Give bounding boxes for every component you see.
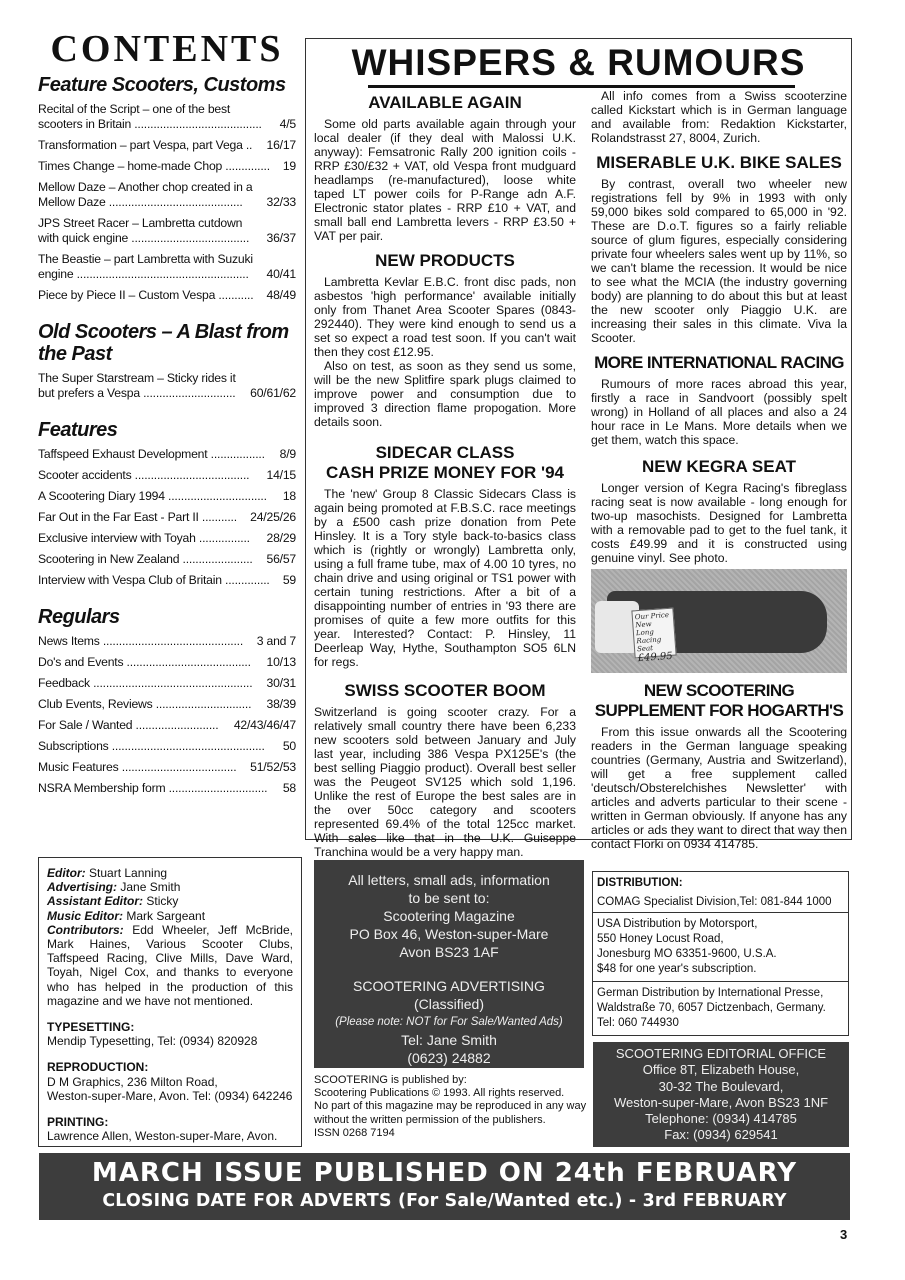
german-line: Waldstraße 70, 6057 Dictzenbach, Germany. — [597, 1002, 826, 1014]
toc-entry[interactable] — [38, 676, 296, 691]
advertising-contact: Tel: Jane Smith — [401, 1032, 497, 1048]
distribution-box — [592, 871, 849, 1036]
section-heading: Feature Scooters, Customs — [38, 74, 286, 96]
toc-entry-page: 58 — [282, 781, 296, 795]
article-body: All info comes from a Swiss scooterzine called Kickstart which is in German language and available from: Redaktion Kickstarter, Rolandstrasst 27, 8004, Zurich. — [591, 89, 847, 145]
title-underline — [368, 85, 795, 88]
toc-entry-page: 28/29 — [266, 531, 296, 545]
price-tag-line: Seat — [636, 644, 654, 654]
toc-entry-title: Transformation – part Vespa, part Vega .. — [38, 138, 253, 152]
credit-name: Sticky — [146, 894, 179, 909]
article-body: By contrast, overall two wheeler new registrations fell by 9% in 1993 with only 59,000 bikes sold compared to 65,000 in '92. These are D.o.T. figures so a fairly reliable source of glum figures, especially considering private four wheelers sales went up by 11%, so we can't blame the recession. It would be nice to see what the MCIA (the industry governing body) are planning to do about this but at least the new scooter only Piaggio U.K. are increasing their sales in this climate. Viva la Scooter. — [591, 177, 847, 345]
toc-entry-title: Recital of the Script – one of the best scooters in Britain ........................................ — [38, 102, 262, 131]
toc-entry-page: 4/5 — [279, 117, 296, 131]
letters-line: Scootering Magazine — [383, 908, 515, 924]
toc-entry-title: For Sale / Wanted .......................... — [38, 718, 219, 732]
toc-entry-page: 30/31 — [266, 676, 296, 690]
banner-issue-date: MARCH ISSUE PUBLISHED ON 24th FEBRUARY — [91, 1158, 798, 1188]
article-body: From this issue onwards all the Scootering readers in the German language speaking countries (Germany, Austria and Switzerland), will get a free supplement called 'deutsch/Obsterelchishes Newsletter' with articles and adverts particular to their scene - written in German obviously. If anyone has any articles or ads they want to direct that way then contact Florki on 0934 414785. — [591, 725, 847, 851]
credit-line — [47, 894, 293, 908]
toc-entry-title: News Items ............................................ — [38, 634, 244, 648]
publisher-line: SCOOTERING is published by: — [314, 1074, 467, 1086]
toc-entry-page: 18 — [282, 489, 296, 503]
issue-banner — [39, 1153, 850, 1220]
toc-entry-page: 59 — [282, 573, 296, 587]
article-body: Some old parts available again through your local dealer (if they deal with Malossi U.K. anyway): Femsatronic Rally 200 ignition coils - RRP £30/£32 + VAT, old Vespa front mudguard headlamps (re-manufactured), loose white taped LT power coils for P-Range adn A.F. Electronic stator plates - RRP £10 + VAT, and small ball end Lambretta levers - RRP £3.50 + VAT per pair. — [314, 117, 576, 243]
toc-entry[interactable] — [38, 138, 296, 153]
toc-entry-page: 38/39 — [266, 697, 296, 711]
editorial-line: Fax: (0934) 629541 — [664, 1127, 778, 1143]
letters-line: Avon BS23 1AF — [399, 944, 499, 960]
toc-entry[interactable] — [38, 447, 296, 462]
german-line: Tel: 060 744930 — [597, 1017, 679, 1029]
letters-line: to be sent to: — [408, 890, 490, 906]
article-heading: NEW PRODUCTS — [375, 251, 515, 270]
credit-name: Mark Sargeant — [126, 908, 206, 923]
article-heading: SUPPLEMENT FOR HOGARTH'S — [594, 701, 844, 720]
article-heading: MORE INTERNATIONAL RACING — [594, 353, 844, 372]
article-heading: NEW SCOOTERING — [643, 681, 795, 700]
publisher-line: No part of this magazine may be reproduced in any way without the written permission of the publishers. — [314, 1100, 587, 1126]
article-body: Switzerland is going scooter crazy. For a relatively small country there have been 6,233 new scooters sold between January and July last year, including 386 Vespa PX125E's (the best selling Piaggio product). Overall best seller was the Peugeot SV125 which sold 1,196. Unlike the rest of Europe the best sales are in the over 50cc category and scooters represented 69.4% of the total 125cc market. With sales like that in the U.K. Guiseppe Tranchina would be a very happy man. — [314, 705, 576, 859]
toc-entry-title: Taffspeed Exhaust Development ................. — [38, 447, 265, 461]
whispers-right-column — [591, 89, 847, 851]
reproduction-line: Weston-super-Mare, Avon. Tel: (0934) 642246 — [47, 1088, 293, 1103]
editorial-line: Office 8T, Elizabeth House, — [642, 1062, 800, 1078]
credit-line — [47, 923, 293, 1008]
price-tag-line: New Long — [635, 620, 655, 638]
letters-line: All letters, small ads, information — [348, 872, 550, 888]
distribution-label: DISTRIBUTION: — [597, 877, 683, 889]
toc-entry-title: Far Out in the Far East - Part II ........... — [38, 510, 237, 524]
editorial-office-box — [593, 1042, 849, 1147]
toc-entry[interactable] — [38, 634, 296, 649]
toc-entry-title: A Scootering Diary 1994 ............................... — [38, 489, 267, 503]
printing-value: Lawrence Allen, Weston-super-Mare, Avon. — [47, 1129, 278, 1144]
toc-entry-title: Subscriptions ................................................ — [38, 739, 265, 753]
publisher-line: Scootering Publications © 1993. All rights reserved. — [314, 1087, 565, 1100]
article-heading: CASH PRIZE MONEY FOR '94 — [326, 463, 564, 482]
toc-entry-page: 8/9 — [279, 447, 296, 461]
editorial-line: Weston-super-Mare, Avon BS23 1NF — [613, 1094, 829, 1110]
typesetting-value: Mendip Typesetting, Tel: (0934) 820928 — [47, 1034, 258, 1049]
contents-title: CONTENTS — [50, 28, 284, 70]
toc-entry-page: 40/41 — [266, 267, 296, 281]
classified-note: (Please note: NOT for For Sale/Wanted Ads) — [335, 1016, 563, 1028]
section-heading: Regulars — [38, 606, 120, 628]
toc-entry[interactable] — [38, 510, 296, 525]
page-number: 3 — [840, 1227, 848, 1242]
toc-entry[interactable] — [38, 288, 296, 303]
advertising-title: SCOOTERING ADVERTISING — [353, 978, 545, 994]
article-heading: SWISS SCOOTER BOOM — [344, 681, 546, 700]
toc-entry[interactable] — [38, 102, 296, 132]
usa-line: USA Distribution by Motorsport, — [597, 918, 758, 930]
reproduction-label: REPRODUCTION: — [47, 1060, 149, 1075]
credit-name: Jane Smith — [120, 880, 181, 895]
toc-entry-page: 48/49 — [266, 288, 296, 302]
toc-entry-page: 3 and 7 — [256, 634, 296, 648]
usa-line: $48 for one year's subscription. — [597, 963, 757, 975]
toc-entry-page: 16/17 — [266, 138, 296, 152]
typesetting-label: TYPESETTING: — [47, 1020, 135, 1035]
toc-entry-title: Interview with Vespa Club of Britain .............. — [38, 573, 270, 587]
article-body: Lambretta Kevlar E.B.C. front disc pads, non asbestos 'high performance' available initially only from Thanet Area Scooter Spares (0843-292440). They were kind enough to send us a set so expect a road test soon. If you can't wait then they cost £12.95. — [314, 275, 576, 359]
banner-closing-date: CLOSING DATE FOR ADVERTS (For Sale/Wanted etc.) - 3rd FEBRUARY — [102, 1191, 787, 1211]
toc-entry[interactable] — [38, 531, 296, 546]
publisher-line: ISSN 0268 7194 — [314, 1126, 395, 1139]
price-tag — [631, 608, 676, 665]
toc-entry-title: The Beastie – part Lambretta with Suzuki engine ...................................................... — [38, 252, 253, 281]
article-heading: SIDECAR CLASS — [375, 443, 515, 462]
toc-entry-page: 32/33 — [266, 195, 296, 209]
whispers-title: WHISPERS & RUMOURS — [351, 42, 806, 83]
article-heading: NEW KEGRA SEAT — [642, 457, 796, 476]
toc-entry-title: Do's and Events ....................................... — [38, 655, 251, 669]
toc-entry-page: 36/37 — [266, 231, 296, 245]
section-heading: Old Scooters – A Blast from the Past — [38, 321, 289, 365]
article-body: The 'new' Group 8 Classic Sidecars Class is again being promoted at F.B.S.C. race meetings by a £500 cash prize donation from Pete Hinsley. It is a Tory style back-to-basics class which is (rightly or wrongly) Lambretta only, using a full frame tube, max of 4.00 10 tyres, no chain drive and using original or TS1 power with certain tuning restrictions. After a bit of a disappointing number of entries in '93 there are promises of quite a few more outfits for this year. Interested? Contact: P. Hinsley, 11 Deerleap Way, Hythe, Southampton SO5 6LN for regs. — [314, 487, 576, 669]
toc-entry-page: 10/13 — [266, 655, 296, 669]
toc-entry-title: Piece by Piece II – Custom Vespa ........... — [38, 288, 254, 302]
toc-entry[interactable] — [38, 573, 296, 588]
comag-line: COMAG Specialist Division,Tel: 081-844 1000 — [597, 896, 832, 908]
toc-entry-page: 56/57 — [266, 552, 296, 566]
toc-entry-page: 50 — [282, 739, 296, 753]
letters-line: PO Box 46, Weston-super-Mare — [349, 926, 549, 942]
toc-entry[interactable] — [38, 760, 296, 775]
price-tag-line: Our Price — [634, 610, 670, 622]
kegra-seat-photo — [591, 569, 847, 673]
toc-entry-title: The Super Starstream – Sticky rides it but prefers a Vespa ............................. — [38, 371, 236, 400]
usa-line: Jonesburg MO 63351-9600, U.S.A. — [597, 948, 777, 960]
publisher-notice — [314, 1074, 590, 1140]
price-tag-line: Racing — [636, 635, 662, 646]
toc-entry[interactable] — [38, 468, 296, 483]
toc-entry-title: Scootering in New Zealand ...................... — [38, 552, 253, 566]
credit-role: Assistant Editor: — [47, 894, 144, 909]
toc-entry[interactable] — [38, 655, 296, 670]
toc-entry-title: NSRA Membership form ............................... — [38, 781, 268, 795]
price-tag-price: £49.95 — [637, 650, 674, 665]
toc-entry-title: JPS Street Racer – Lambretta cutdown with quick engine ..................................... — [38, 216, 250, 245]
credit-role: Advertising: — [47, 880, 118, 895]
printing-label: PRINTING: — [47, 1115, 109, 1130]
toc-entry-title: Club Events, Reviews .............................. — [38, 697, 252, 711]
classified-label: (Classified) — [413, 996, 484, 1012]
credit-line — [47, 880, 293, 894]
toc-entry-page: 51/52/53 — [250, 760, 296, 774]
toc-entry[interactable] — [38, 697, 296, 712]
article-heading: MISERABLE U.K. BIKE SALES — [596, 153, 842, 172]
toc-entry-title: Feedback .................................................. — [38, 676, 253, 690]
toc-entry[interactable] — [38, 252, 296, 282]
toc-entry-title: Music Features .................................... — [38, 760, 237, 774]
toc-entry-page: 42/43/46/47 — [233, 718, 296, 732]
toc-entry[interactable] — [38, 180, 296, 210]
whispers-box — [305, 38, 852, 859]
toc-entry[interactable] — [38, 371, 296, 401]
toc-entry[interactable] — [38, 216, 296, 246]
credit-name: Edd Wheeler, Jeff McBride, Mark Haines, Various Scooter Clubs, Taffspeed Racing, Clive Mills, Dave Ward, Toyah, Nigel Cox, and thanks to everyone who has helped in the production of this magazine and we have not mentioned. — [47, 922, 293, 1008]
contents-column — [38, 28, 296, 802]
editorial-line: Telephone: (0934) 414785 — [645, 1111, 797, 1127]
toc-entry[interactable] — [38, 552, 296, 567]
article-heading: AVAILABLE AGAIN — [368, 93, 522, 112]
editorial-line: 30-32 The Boulevard, — [658, 1078, 784, 1094]
toc-entry-title: Scooter accidents .................................... — [38, 468, 250, 482]
spacer — [314, 961, 584, 977]
article-body: Also on test, as soon as they send us some, will be the new Splitfire spark plugs claimed to improve power and consumption due to improved 3 direction flame propogation. More details soon. — [314, 359, 576, 429]
toc-entry-page: 14/15 — [266, 468, 296, 482]
toc-entry[interactable] — [38, 739, 296, 754]
advertising-phone: (0623) 24882 — [407, 1050, 491, 1066]
toc-entry-page: 24/25/26 — [250, 510, 296, 524]
letters-address-box — [314, 860, 584, 1068]
credit-role: Music Editor: — [47, 908, 124, 923]
whispers-left-column — [314, 89, 576, 859]
editorial-line: SCOOTERING EDITORIAL OFFICE — [615, 1046, 827, 1061]
credit-line — [47, 909, 293, 923]
german-line: German Distribution by International Presse, — [597, 987, 824, 999]
credit-line — [47, 866, 293, 880]
toc-entry-page: 60/61/62 — [250, 386, 296, 400]
credits-box — [38, 857, 302, 1147]
toc-entry[interactable] — [38, 718, 296, 733]
credit-role: Contributors: — [47, 922, 124, 937]
toc-entry-title: Times Change – home-made Chop .............. — [38, 159, 270, 173]
section-heading: Features — [38, 419, 118, 441]
reproduction-line: D M Graphics, 236 Milton Road, — [47, 1074, 218, 1089]
credit-role: Editor: — [47, 866, 86, 880]
toc-entry[interactable] — [38, 159, 296, 174]
toc-entry[interactable] — [38, 489, 296, 504]
credit-name: Stuart Lanning — [89, 866, 168, 880]
toc-entry[interactable] — [38, 781, 296, 796]
article-body: Longer version of Kegra Racing's fibreglass racing seat is now available - long enough for two-up masochists. Designed for Lambretta with a removable pad to get to the fuel tank, it costs £49.99 and it is constructed using genuine vinyl. See photo. — [591, 481, 847, 565]
toc-entry-title: Exclusive interview with Toyah ................ — [38, 531, 250, 545]
toc-entry-page: 19 — [282, 159, 296, 173]
usa-line: 550 Honey Locust Road, — [597, 933, 724, 945]
toc-entry-title: Mellow Daze – Another chop created in a Mellow Daze .......................................... — [38, 180, 253, 209]
article-body: Rumours of more races abroad this year, firstly a race in Sandvoort (possibly spelt wrong) in Holland of all places and also a 24 hour race in Le Mans. More details when we get them, watch this space. — [591, 377, 847, 447]
